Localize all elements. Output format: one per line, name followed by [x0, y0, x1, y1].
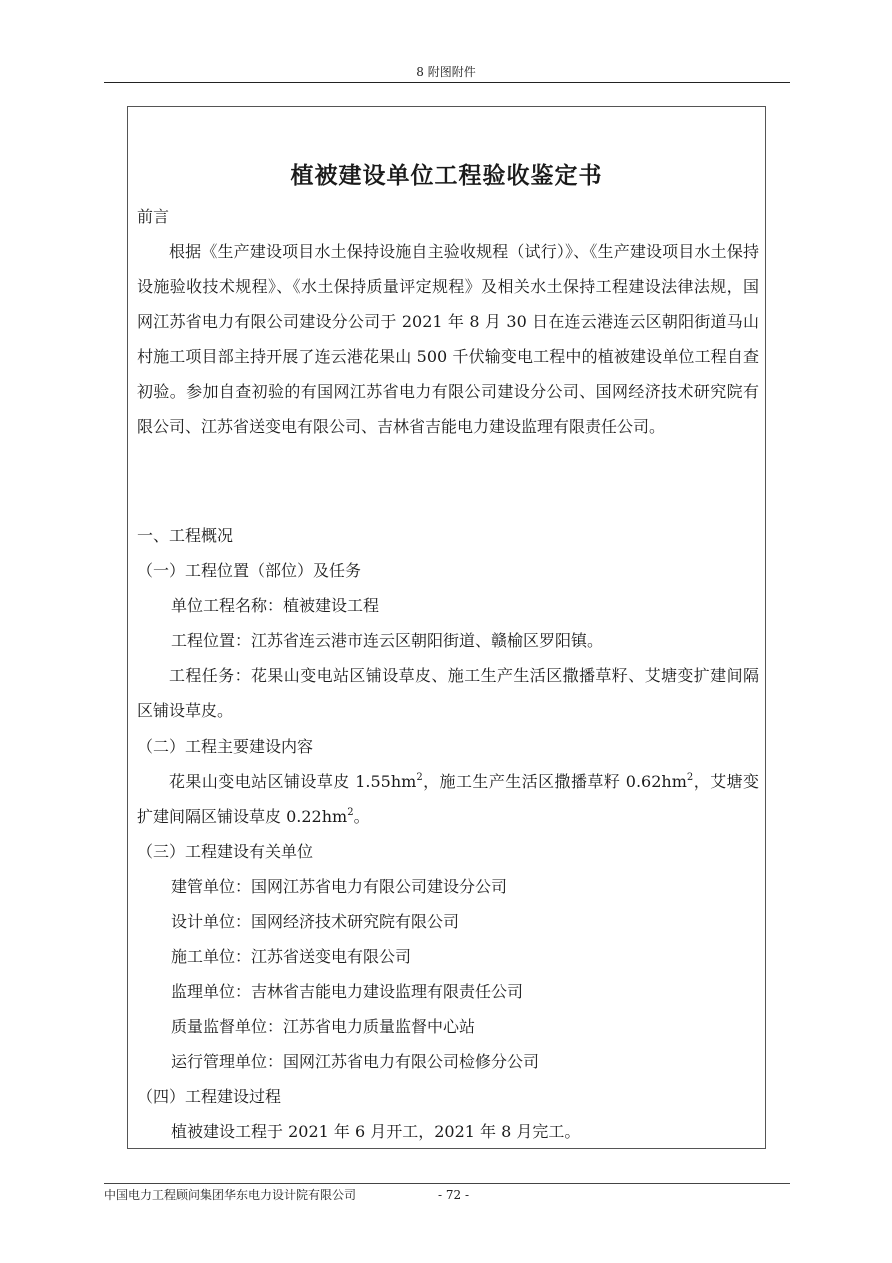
content-sup-2: 2 — [686, 772, 694, 783]
unit-line-supervision: 监理单位：吉林省吉能电力建设监理有限责任公司 — [171, 982, 524, 1001]
section1-heading: 一、工程概况 — [137, 526, 234, 545]
content-paragraph — [137, 764, 759, 834]
unit-line-quality-supervision: 质量监督单位：江苏省电力质量监督中心站 — [171, 1017, 476, 1036]
content-part-2: ，施工生产生活区撒播草籽 0.62hm — [422, 772, 687, 791]
footer-company: 中国电力工程顾问集团华东电力设计院有限公司 — [104, 1188, 357, 1202]
sub3-heading: （三）工程建设有关单位 — [137, 842, 314, 861]
preface-heading: 前言 — [137, 207, 170, 226]
task-paragraph: 工程任务：花果山变电站区铺设草皮、施工生产生活区撒播草籽、艾塘变扩建间隔区铺设草皮。 — [137, 666, 759, 720]
unit-name-line: 单位工程名称：植被建设工程 — [171, 596, 380, 615]
sub2-heading: （二）工程主要建设内容 — [137, 737, 314, 756]
unit-line-design: 设计单位：国网经济技术研究院有限公司 — [171, 912, 460, 931]
content-part-4: 。 — [353, 807, 370, 826]
sub4-heading: （四）工程建设过程 — [137, 1087, 282, 1106]
document-title: 植被建设单位工程验收鉴定书 — [290, 162, 603, 189]
content-part-3: ，艾塘变扩建间隔区铺设草皮 0.22hm — [137, 772, 759, 826]
unit-line-construction: 施工单位：江苏省送变电有限公司 — [171, 947, 412, 966]
content-part-1: 花果山变电站区铺设草皮 1.55hm — [169, 772, 417, 791]
preface-paragraph: 根据《生产建设项目水土保持设施自主验收规程（试行）》、《生产建设项目水土保持设施验收技术规程》、《水土保持质量评定规程》及相关水土保持工程建设法律法规，国网江苏省电力有限公司建设分公司于 2021 年 8 月 30 日在连云港连云区朝阳街道马山村施工项目部主持开展了连云港花果山 500 千伏输变电工程中的植被建设单位工程自查初验。参加自查初验的有国网江苏省电力有限公司建设分公司、国网经济技术研究院有限公司、江苏省送变电有限公司、吉林省吉能电力建设监理有限责任公司。 — [137, 242, 759, 436]
unit-line-operation-management: 运行管理单位：国网江苏省电力有限公司检修分公司 — [171, 1052, 540, 1071]
sub1-heading: （一）工程位置（部位）及任务 — [137, 561, 362, 580]
unit-line-construction-management: 建管单位：国网江苏省电力有限公司建设分公司 — [171, 877, 508, 896]
footer-divider — [104, 1183, 790, 1184]
page-header-section: 8 附图附件 — [416, 65, 476, 79]
header-divider — [104, 82, 790, 83]
content-sup-1: 2 — [416, 772, 423, 783]
footer-page-number: - 72 - — [438, 1188, 470, 1202]
process-line: 植被建设工程于 2021 年 6 月开工，2021 年 8 月完工。 — [171, 1122, 581, 1141]
content-sup-3: 2 — [347, 807, 354, 818]
location-line: 工程位置：江苏省连云港市连云区朝阳街道、赣榆区罗阳镇。 — [171, 631, 604, 650]
